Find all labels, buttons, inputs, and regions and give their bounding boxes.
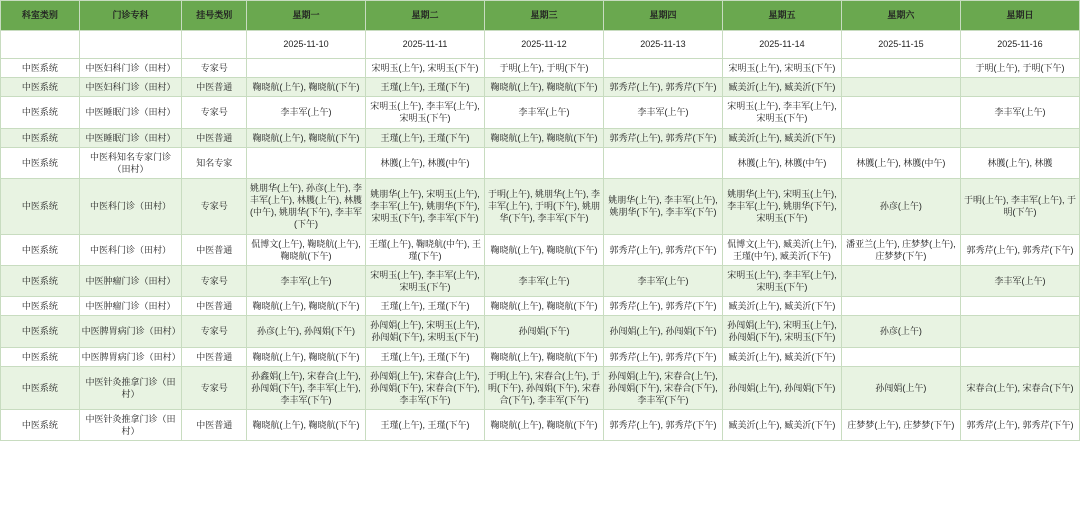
cell-tuesday: 王瑾(上午), 王瑾(下午) — [366, 128, 485, 147]
cell-sunday: 郭秀芹(上午), 郭秀芹(下午) — [960, 410, 1079, 441]
column-header-category: 科室类别 — [1, 1, 80, 31]
cell-thursday: 孙闯娟(上午), 宋春合(上午), 孙闯娟(下午), 宋春合(下午), 李丰军(下午) — [603, 366, 722, 409]
cell-reg-type: 专家号 — [182, 316, 247, 347]
cell-wednesday: 李丰军(上午) — [484, 265, 603, 296]
cell-saturday: 潘亚兰(上午), 庄梦梦(上午), 庄梦梦(下午) — [841, 234, 960, 265]
cell-monday: 孙鑫娟(上午), 宋春合(上午), 孙闯娟(下午), 李丰军(上午), 李丰军(下午) — [247, 366, 366, 409]
cell-saturday: 孙闯娟(上午) — [841, 366, 960, 409]
cell-friday: 林臒(上午), 林臒(中午) — [722, 147, 841, 178]
cell-wednesday: 鞠晓航(上午), 鞠晓航(下午) — [484, 234, 603, 265]
cell-reg-type: 中医普通 — [182, 78, 247, 97]
cell-dept: 中医科门诊（田村） — [79, 178, 182, 234]
cell-monday: 鞠晓航(上午), 鞠晓航(下午) — [247, 78, 366, 97]
cell-dept: 中医妇科门诊（田村） — [79, 78, 182, 97]
date-row — [1, 31, 1080, 59]
cell-monday: 鞠晓航(上午), 鞠晓航(下午) — [247, 410, 366, 441]
cell-category: 中医系统 — [1, 78, 80, 97]
cell-friday: 臧美沂(上午), 臧美沂(下午) — [722, 128, 841, 147]
cell-wednesday: 鞠晓航(上午), 鞠晓航(下午) — [484, 347, 603, 366]
cell-tuesday: 姚朋华(上午), 宋明玉(上午), 李丰军(上午), 姚朋华(下午), 宋明玉(下午), 李丰军(下午) — [366, 178, 485, 234]
cell-friday: 臧美沂(上午), 臧美沂(下午) — [722, 78, 841, 97]
table-row — [1, 59, 1080, 78]
cell-dept: 中医睡眠门诊（田村） — [79, 97, 182, 128]
cell-reg-type: 中医普通 — [182, 410, 247, 441]
cell-dept: 中医肿瘤门诊（田村） — [79, 265, 182, 296]
cell-saturday — [841, 97, 960, 128]
table-header — [1, 1, 1080, 31]
cell-thursday: 郭秀芹(上午), 郭秀芹(下午) — [603, 128, 722, 147]
cell-monday: 鞠晓航(上午), 鞠晓航(下午) — [247, 297, 366, 316]
table-row — [1, 297, 1080, 316]
cell-monday: 鞠晓航(上午), 鞠晓航(下午) — [247, 128, 366, 147]
cell-category: 中医系统 — [1, 147, 80, 178]
table-row — [1, 128, 1080, 147]
table-row — [1, 347, 1080, 366]
cell-monday: 鞠晓航(上午), 鞠晓航(下午) — [247, 347, 366, 366]
cell-wednesday: 鞠晓航(上午), 鞠晓航(下午) — [484, 78, 603, 97]
cell-friday: 姚朋华(上午), 宋明玉(上午), 李丰军(上午), 姚朋华(下午), 宋明玉(下午) — [722, 178, 841, 234]
cell-saturday — [841, 78, 960, 97]
cell-sunday: 于明(上午), 于明(下午) — [960, 59, 1079, 78]
cell-category: 中医系统 — [1, 410, 80, 441]
table-row — [1, 410, 1080, 441]
column-header-friday: 星期五 — [722, 1, 841, 31]
cell-thursday: 郭秀芹(上午), 郭秀芹(下午) — [603, 410, 722, 441]
cell-thursday — [603, 147, 722, 178]
cell-category: 中医系统 — [1, 347, 80, 366]
cell-category: 中医系统 — [1, 366, 80, 409]
cell-reg-type: 专家号 — [182, 265, 247, 296]
cell-thursday: 郭秀芹(上午), 郭秀芹(下午) — [603, 297, 722, 316]
cell-reg-type: 专家号 — [182, 178, 247, 234]
cell-category: 中医系统 — [1, 316, 80, 347]
date-cell-saturday: 2025-11-15 — [841, 31, 960, 59]
cell-tuesday: 宋明玉(上午), 李丰军(上午), 宋明玉(下午) — [366, 265, 485, 296]
cell-reg-type: 中医普通 — [182, 128, 247, 147]
cell-sunday — [960, 347, 1079, 366]
cell-tuesday: 宋明玉(上午), 宋明玉(下午) — [366, 59, 485, 78]
cell-tuesday: 林臒(上午), 林臒(中午) — [366, 147, 485, 178]
table-body — [1, 31, 1080, 441]
cell-sunday — [960, 128, 1079, 147]
cell-thursday: 孙闯娟(上午), 孙闯娟(下午) — [603, 316, 722, 347]
cell-thursday: 李丰军(上午) — [603, 97, 722, 128]
table-row — [1, 78, 1080, 97]
cell-saturday: 孙彦(上午) — [841, 316, 960, 347]
column-header-wednesday: 星期三 — [484, 1, 603, 31]
cell-dept: 中医针灸推拿门诊（田村） — [79, 410, 182, 441]
date-cell-thursday: 2025-11-13 — [603, 31, 722, 59]
header-row — [1, 1, 1080, 31]
cell-friday: 宋明玉(上午), 李丰军(上午), 宋明玉(下午) — [722, 97, 841, 128]
column-header-type: 挂号类别 — [182, 1, 247, 31]
table-row — [1, 178, 1080, 234]
cell-sunday — [960, 316, 1079, 347]
cell-sunday: 李丰军(上午) — [960, 265, 1079, 296]
cell-friday: 臧美沂(上午), 臧美沂(下午) — [722, 347, 841, 366]
date-cell-tuesday: 2025-11-11 — [366, 31, 485, 59]
cell-monday: 侃博文(上午), 鞠晓航(上午), 鞠晓航(下午) — [247, 234, 366, 265]
cell-tuesday: 孙闯娟(上午), 宋春合(上午), 孙闯娟(下午), 宋春合(下午), 李丰军(下午) — [366, 366, 485, 409]
table-row — [1, 234, 1080, 265]
table-row — [1, 265, 1080, 296]
cell-tuesday: 王瑾(上午), 王瑾(下午) — [366, 347, 485, 366]
cell-thursday: 郭秀芹(上午), 郭秀芹(下午) — [603, 78, 722, 97]
cell-reg-type: 中医普通 — [182, 347, 247, 366]
cell-wednesday: 鞠晓航(上午), 鞠晓航(下午) — [484, 410, 603, 441]
cell-dept: 中医科门诊（田村） — [79, 234, 182, 265]
cell-dept: 中医妇科门诊（田村） — [79, 59, 182, 78]
cell-thursday: 郭秀芹(上午), 郭秀芹(下午) — [603, 234, 722, 265]
cell-dept: 中医脾胃病门诊（田村） — [79, 316, 182, 347]
cell-tuesday: 王瑾(上午), 王瑾(下午) — [366, 78, 485, 97]
cell-sunday: 林臒(上午), 林臒 — [960, 147, 1079, 178]
cell-reg-type: 知名专家 — [182, 147, 247, 178]
cell-category: 中医系统 — [1, 178, 80, 234]
cell-friday: 孙闯娟(上午), 孙闯娟(下午) — [722, 366, 841, 409]
date-cell-blank-2 — [79, 31, 182, 59]
cell-friday: 臧美沂(上午), 臧美沂(下午) — [722, 410, 841, 441]
cell-reg-type: 专家号 — [182, 59, 247, 78]
cell-saturday: 林臒(上午), 林臒(中午) — [841, 147, 960, 178]
cell-category: 中医系统 — [1, 265, 80, 296]
cell-wednesday: 于明(上午), 宋春合(上午), 于明(下午), 孙闯娟(下午), 宋春合(下午), 李丰军(下午) — [484, 366, 603, 409]
cell-dept: 中医科知名专家门诊（田村） — [79, 147, 182, 178]
cell-wednesday — [484, 147, 603, 178]
column-header-thursday: 星期四 — [603, 1, 722, 31]
date-cell-sunday: 2025-11-16 — [960, 31, 1079, 59]
cell-thursday — [603, 59, 722, 78]
cell-dept: 中医肿瘤门诊（田村） — [79, 297, 182, 316]
cell-friday: 侃博文(上午), 臧美沂(上午), 王瑾(中午), 臧美沂(下午) — [722, 234, 841, 265]
cell-friday: 孙闯娟(上午), 宋明玉(上午), 孙闯娟(下午), 宋明玉(下午) — [722, 316, 841, 347]
cell-wednesday: 孙闯娟(下午) — [484, 316, 603, 347]
cell-friday: 宋明玉(上午), 宋明玉(下午) — [722, 59, 841, 78]
column-header-dept: 门诊专科 — [79, 1, 182, 31]
cell-category: 中医系统 — [1, 59, 80, 78]
table-row — [1, 366, 1080, 409]
cell-tuesday: 王瑾(上午), 王瑾(下午) — [366, 410, 485, 441]
column-header-tuesday: 星期二 — [366, 1, 485, 31]
cell-reg-type: 中医普通 — [182, 234, 247, 265]
cell-category: 中医系统 — [1, 128, 80, 147]
cell-dept: 中医针灸推拿门诊（田村） — [79, 366, 182, 409]
cell-monday — [247, 59, 366, 78]
cell-sunday — [960, 297, 1079, 316]
cell-saturday — [841, 347, 960, 366]
cell-tuesday: 孙闯娟(上午), 宋明玉(上午), 孙闯娟(下午), 宋明玉(下午) — [366, 316, 485, 347]
cell-tuesday: 王瑾(上午), 鞠晓航(中午), 王瑾(下午) — [366, 234, 485, 265]
cell-category: 中医系统 — [1, 97, 80, 128]
cell-reg-type: 专家号 — [182, 366, 247, 409]
column-header-saturday: 星期六 — [841, 1, 960, 31]
cell-wednesday: 李丰军(上午) — [484, 97, 603, 128]
cell-thursday: 姚朋华(上午), 李丰军(上午), 姚朋华(下午), 李丰军(下午) — [603, 178, 722, 234]
cell-category: 中医系统 — [1, 234, 80, 265]
cell-tuesday: 宋明玉(上午), 李丰军(上午), 宋明玉(下午) — [366, 97, 485, 128]
cell-sunday: 郭秀芹(上午), 郭秀芹(下午) — [960, 234, 1079, 265]
date-cell-friday: 2025-11-14 — [722, 31, 841, 59]
cell-monday: 李丰军(上午) — [247, 97, 366, 128]
cell-sunday: 宋春合(上午), 宋春合(下午) — [960, 366, 1079, 409]
cell-saturday — [841, 128, 960, 147]
cell-saturday: 庄梦梦(上午), 庄梦梦(下午) — [841, 410, 960, 441]
cell-tuesday: 王瑾(上午), 王瑾(下午) — [366, 297, 485, 316]
cell-monday — [247, 147, 366, 178]
cell-saturday — [841, 297, 960, 316]
cell-friday: 臧美沂(上午), 臧美沂(下午) — [722, 297, 841, 316]
cell-wednesday: 鞠晓航(上午), 鞠晓航(下午) — [484, 297, 603, 316]
cell-thursday: 李丰军(上午) — [603, 265, 722, 296]
cell-saturday — [841, 265, 960, 296]
cell-sunday: 于明(上午), 李丰军(上午), 于明(下午) — [960, 178, 1079, 234]
cell-dept: 中医脾胃病门诊（田村） — [79, 347, 182, 366]
cell-saturday: 孙彦(上午) — [841, 178, 960, 234]
cell-monday: 李丰军(上午) — [247, 265, 366, 296]
cell-sunday: 李丰军(上午) — [960, 97, 1079, 128]
cell-monday: 姚朋华(上午), 孙彦(上午), 李丰军(上午), 林臒(上午), 林臒(中午), 姚朋华(下午), 李丰军(下午) — [247, 178, 366, 234]
table-row — [1, 147, 1080, 178]
table-row — [1, 316, 1080, 347]
cell-reg-type: 专家号 — [182, 97, 247, 128]
date-cell-wednesday: 2025-11-12 — [484, 31, 603, 59]
cell-sunday — [960, 78, 1079, 97]
cell-friday: 宋明玉(上午), 李丰军(上午), 宋明玉(下午) — [722, 265, 841, 296]
cell-monday: 孙彦(上午), 孙闯娟(下午) — [247, 316, 366, 347]
table-row — [1, 97, 1080, 128]
cell-wednesday: 鞠晓航(上午), 鞠晓航(下午) — [484, 128, 603, 147]
date-cell-blank-1 — [1, 31, 80, 59]
column-header-monday: 星期一 — [247, 1, 366, 31]
column-header-sunday: 星期日 — [960, 1, 1079, 31]
cell-thursday: 郭秀芹(上午), 郭秀芹(下午) — [603, 347, 722, 366]
cell-category: 中医系统 — [1, 297, 80, 316]
cell-wednesday: 于明(上午), 于明(下午) — [484, 59, 603, 78]
cell-wednesday: 于明(上午), 姚朋华(上午), 李丰军(上午), 于明(下午), 姚朋华(下午), 李丰军(下午) — [484, 178, 603, 234]
date-cell-monday: 2025-11-10 — [247, 31, 366, 59]
date-cell-blank-3 — [182, 31, 247, 59]
cell-saturday — [841, 59, 960, 78]
cell-reg-type: 中医普通 — [182, 297, 247, 316]
cell-dept: 中医睡眠门诊（田村） — [79, 128, 182, 147]
